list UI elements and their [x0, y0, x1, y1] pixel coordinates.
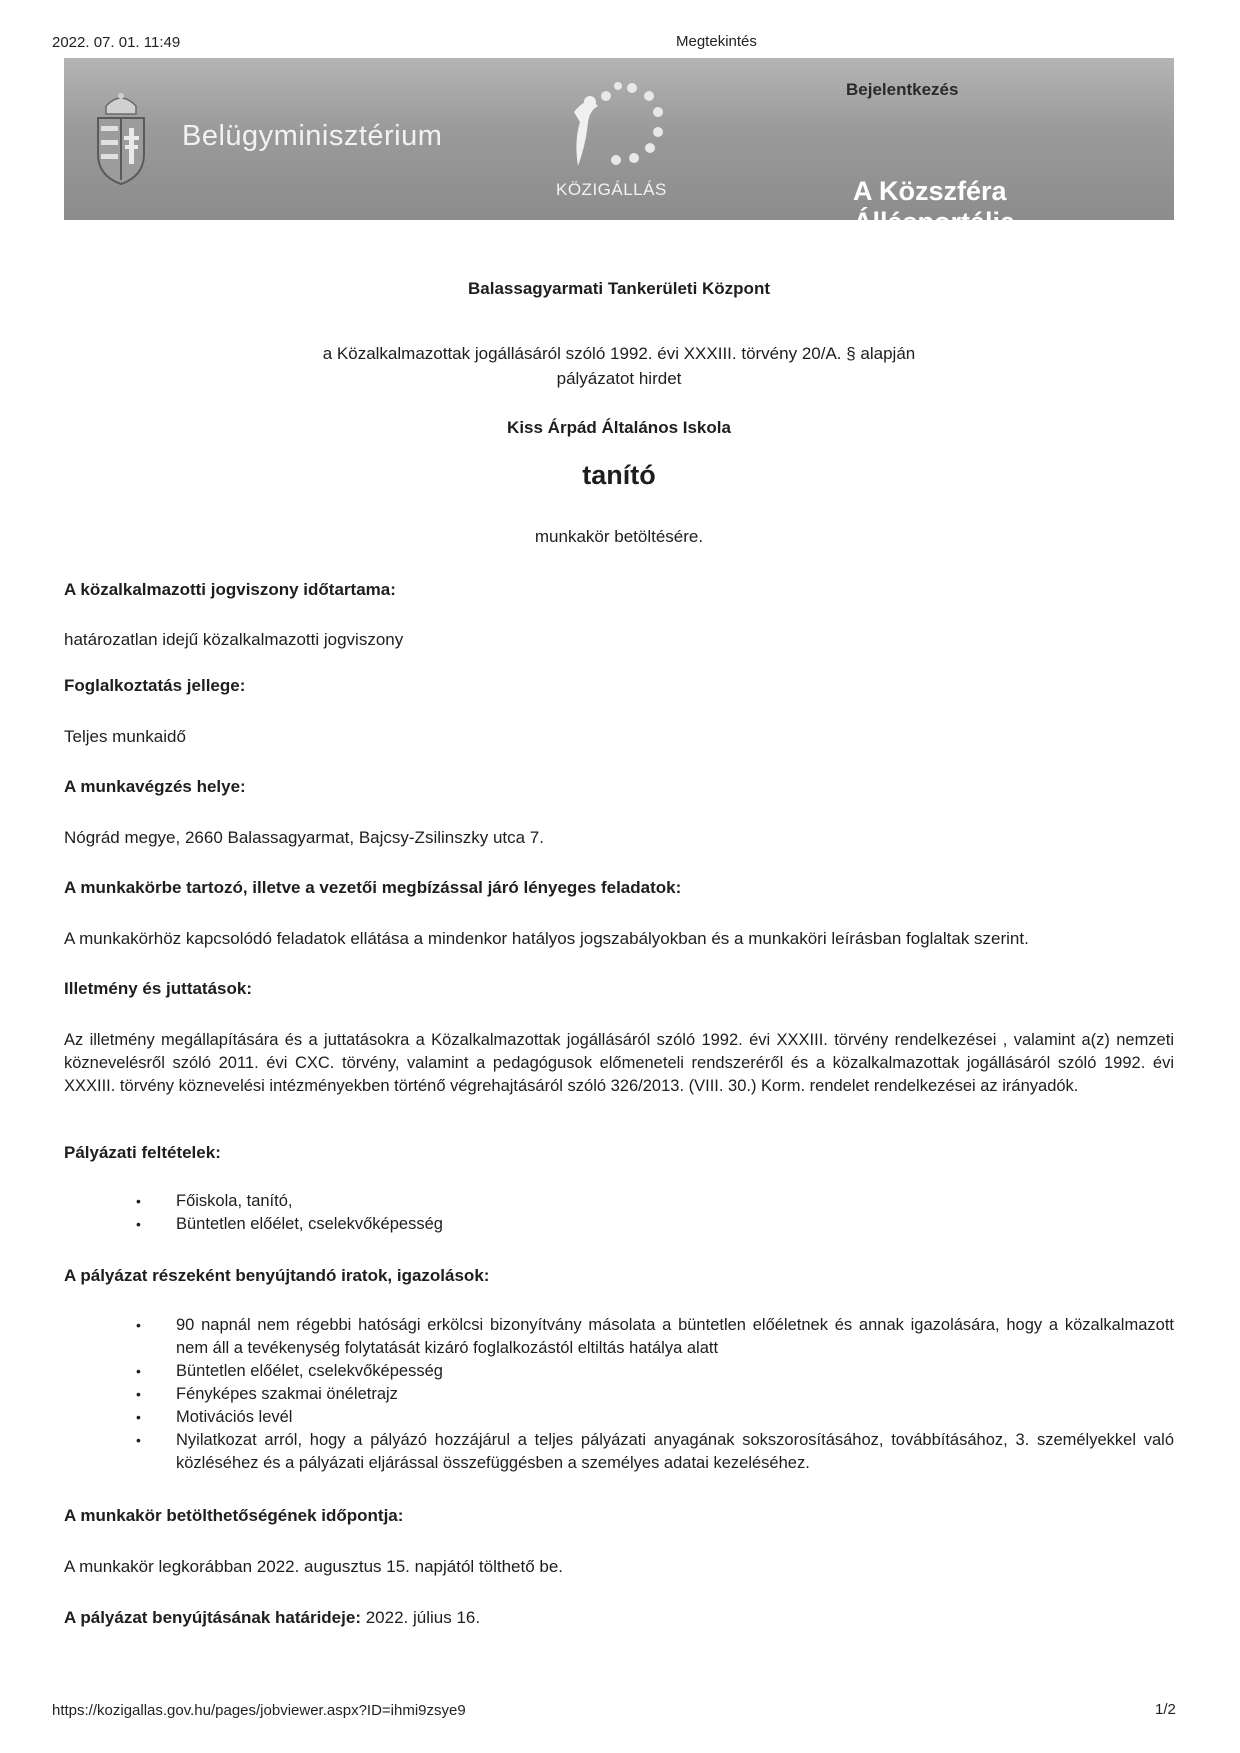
tasks-heading: A munkakörbe tartozó, illetve a vezetői megbízással járó lényeges feladatok: — [64, 878, 682, 897]
coat-of-arms-icon — [92, 88, 150, 188]
list-item: • Motivációs levél — [64, 1406, 1174, 1429]
deadline-line — [64, 1608, 480, 1628]
bullet-icon: • — [136, 1193, 141, 1209]
list-item: • 90 napnál nem régebbi hatósági erkölcsi bizonyítvány másolata a büntetlen előéletnek és annak igazolására, hogy a közalkalmazott nem áll a tevékenység folytatását kizáró foglalkozástól eltiltás hatálya alatt — [136, 1316, 1174, 1357]
bullet-icon: • — [136, 1216, 141, 1232]
bullet-icon: • — [136, 1363, 141, 1379]
employment-type-heading: Foglalkoztatás jellege: — [64, 676, 246, 695]
bullet-icon: • — [136, 1432, 141, 1448]
salary-heading: Illetmény és juttatások: — [64, 979, 253, 998]
institution-name: Kiss Árpád Általános Iskola — [507, 418, 731, 437]
employer-name: Balassagyarmati Tankerületi Központ — [468, 279, 770, 298]
workplace-value: Nógrád megye, 2660 Balassagyarmat, Bajcsy-Zsilinszky utca 7. — [64, 828, 544, 847]
kozigallas-logo-icon — [554, 72, 674, 192]
list-item: • Nyilatkozat arról, hogy a pályázó hozzájárul a teljes pályázati anyagának sokszorosításához, továbbításához, 3. személyekkel való közléséhez és a pályázati eljárással összefüggésben a személyes adatai kezeléséhez. — [136, 1431, 1174, 1472]
conditions-heading: Pályázati feltételek: — [64, 1143, 221, 1162]
list-item: • Büntetlen előélet, cselekvőképesség — [64, 1213, 1174, 1236]
deadline-label: A pályázat benyújtásának határideje: — [64, 1608, 361, 1627]
print-page-title: Megtekintés — [676, 33, 757, 50]
print-page-number: 1/2 — [1155, 1701, 1176, 1718]
position-purpose: munkakör betöltésére. — [534, 527, 704, 546]
print-datetime: 2022. 07. 01. 11:49 — [52, 34, 181, 51]
position-title: tanító — [582, 460, 656, 490]
tasks-value: A munkakörhöz kapcsolódó feladatok ellátása a mindenkor hatályos jogszabályokban és a munkaköri leírásban foglaltak szerint. — [64, 929, 1029, 948]
legal-basis-line1: a Közalkalmazottak jogállásáról szóló 1992. évi XXXIII. törvény 20/A. § alapján — [322, 344, 916, 363]
header-banner — [64, 58, 1174, 237]
start-date-heading: A munkakör betölthetőségének időpontja: — [64, 1506, 404, 1525]
ministry-name: Belügyminisztérium — [182, 120, 443, 152]
salary-value: Az illetmény megállapítására és a juttatásokra a Közalkalmazottak jogállásáról szóló 1992. évi XXXIII. törvény rendelkezései , valamint a(z) nemzeti köznevelésről szóló 2011. évi CXC. törvény, valamint a pedagógusok előmeneteli rendszeréről és a közalkalmazottak jogállásáról szóló 1992. évi XXXIII. törvény köznevelési intézményekben történő végrehajtásáról szóló 326/2013. (VIII. 30.) Korm. rendelet rendelkezései az irányadók. — [64, 1031, 1174, 1095]
bullet-icon: • — [136, 1317, 141, 1333]
list-item: • Büntetlen előélet, cselekvőképesség — [64, 1360, 1174, 1383]
list-item: • Főiskola, tanító, — [64, 1190, 1174, 1213]
start-date-value: A munkakör legkorábban 2022. augusztus 15. napjától tölthető be. — [64, 1557, 564, 1576]
duration-value: határozatlan idejű közalkalmazotti jogviszony — [64, 630, 404, 649]
print-url: https://kozigallas.gov.hu/pages/jobviewer.aspx?ID=ihmi9zsye9 — [52, 1702, 466, 1719]
bullet-icon: • — [136, 1409, 141, 1425]
kozigallas-logo-text: KÖZIGÁLLÁS — [556, 180, 667, 199]
legal-basis-line2: pályázatot hirdet — [556, 369, 682, 388]
duration-heading: A közalkalmazotti jogviszony időtartama: — [64, 580, 396, 599]
bullet-icon: • — [136, 1386, 141, 1402]
documents-list — [64, 1314, 1174, 1475]
portal-title: A Közszféra Állásportálja — [853, 176, 1016, 237]
employment-type-value: Teljes munkaidő — [64, 727, 186, 746]
deadline-value: 2022. július 16. — [365, 1608, 481, 1627]
workplace-heading: A munkavégzés helye: — [64, 777, 246, 796]
login-link[interactable]: Bejelentkezés — [846, 80, 959, 99]
list-item: • Fényképes szakmai önéletrajz — [64, 1383, 1174, 1406]
conditions-list — [64, 1190, 1174, 1236]
documents-heading: A pályázat részeként benyújtandó iratok, igazolások: — [64, 1266, 490, 1285]
